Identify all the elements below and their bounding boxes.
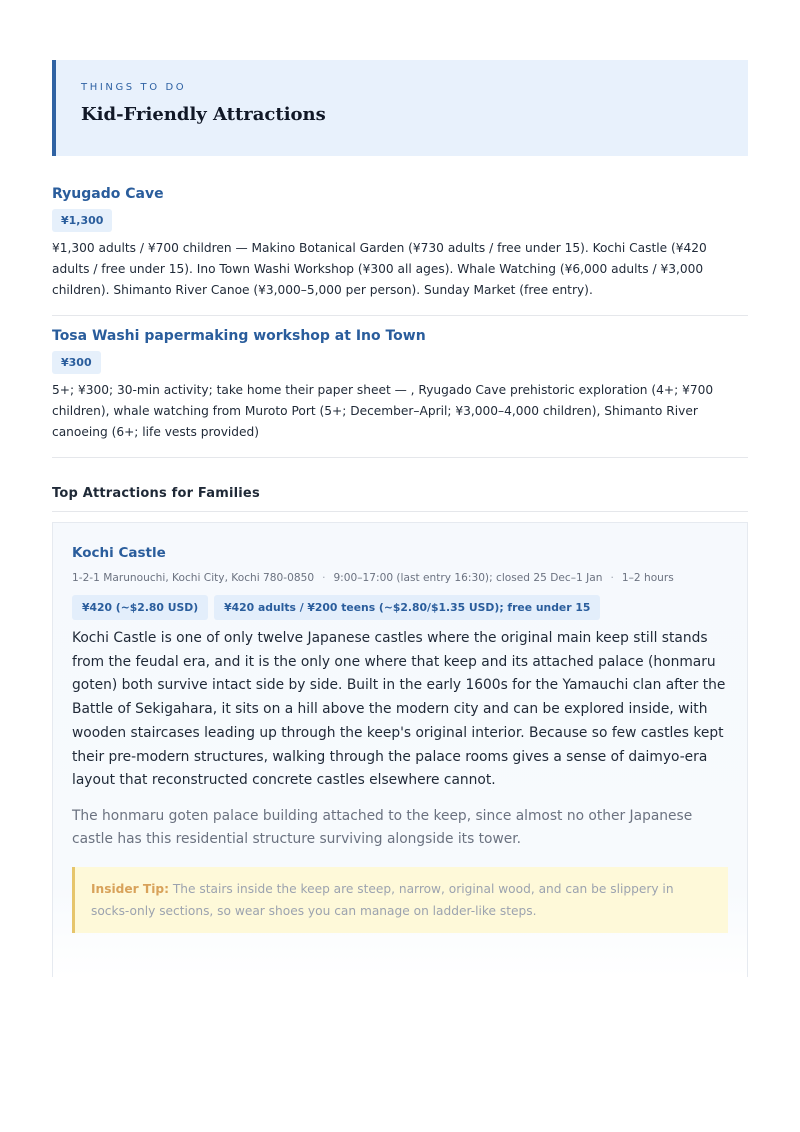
- card-highlight: The honmaru goten palace building attached to the keep, since almost no other Japanese castle has this residential structure surviving alongside its tower.: [72, 807, 693, 847]
- price-tag: ¥420 (~$2.80 USD): [72, 595, 208, 620]
- address-text: 1-2-1 Marunouchi, Kochi City, Kochi 780-0850: [72, 572, 315, 584]
- duration-text: 1–2 hours: [621, 572, 674, 584]
- card-meta: [72, 572, 728, 584]
- separator-dot: ·: [322, 572, 326, 584]
- page-header: [52, 60, 748, 156]
- tip-text: The stairs inside the keep are steep, narrow, original wood, and can be slippery in socks-only sections, so wear shoes you can manage on ladder-like steps.: [91, 881, 674, 918]
- attraction-card: [52, 522, 748, 977]
- attraction-item: [52, 186, 748, 316]
- page-title: Kid-Friendly Attractions: [81, 104, 326, 125]
- price-tags: [72, 595, 728, 620]
- tip-label: Insider Tip:: [91, 881, 169, 896]
- price-badge: ¥300: [52, 351, 101, 374]
- price-tag: ¥420 adults / ¥200 teens (~$2.80/$1.35 USD); free under 15: [214, 595, 600, 620]
- page-content: [52, 60, 748, 977]
- attraction-title[interactable]: Tosa Washi papermaking workshop at Ino Town: [52, 328, 426, 344]
- attraction-title[interactable]: Ryugado Cave: [52, 186, 164, 202]
- attraction-description: 5+; ¥300; 30-min activity; take home their paper sheet — , Ryugado Cave prehistoric exploration (4+; ¥700 children), whale watching from Muroto Port (5+; December–April; ¥3,000–4,000 children), Shimanto River canoeing (6+; life vests provided): [52, 383, 714, 439]
- separator-dot: ·: [610, 572, 614, 584]
- card-title[interactable]: Kochi Castle: [72, 545, 166, 561]
- card-description: Kochi Castle is one of only twelve Japanese castles where the original main keep still stands from the feudal era, and it is the only one where that keep and its attached palace (honmaru goten) both survive intact side by side. Built in the early 1600s for the Yamauchi clan after the Battle of Sekigahara, it sits on a hill above the modern city and can be explored inside, with wooden staircases leading up through the keep's original interior. Because so few castles kept their pre-modern structures, walking through the palace rooms gives a sense of daimyo-era layout that reconstructed concrete castles elsewhere cannot.: [72, 630, 726, 789]
- section-eyebrow: THINGS TO DO: [81, 82, 187, 93]
- attraction-item: [52, 328, 748, 458]
- price-badge: ¥1,300: [52, 209, 112, 232]
- insider-tip: [72, 867, 728, 933]
- hours-text: 9:00–17:00 (last entry 16:30); closed 25 Dec–1 Jan: [333, 572, 603, 584]
- section-heading: Top Attractions for Families: [52, 486, 748, 512]
- attraction-description: ¥1,300 adults / ¥700 children — Makino Botanical Garden (¥730 adults / free under 15). Kochi Castle (¥420 adults / free under 15). Ino Town Washi Workshop (¥300 all ages). Whale Watching (¥6,000 adults / ¥3,000 children). Shimanto River Canoe (¥3,000–5,000 per person). Sunday Market (free entry).: [52, 241, 707, 297]
